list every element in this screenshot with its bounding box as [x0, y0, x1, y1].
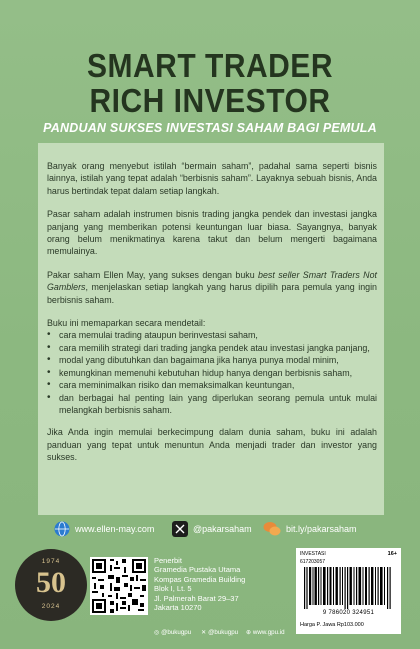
publisher-line: Jl. Palmerah Barat 29–37 — [154, 593, 239, 603]
website-contact[interactable] — [54, 520, 154, 538]
instagram-handle[interactable] — [154, 629, 191, 636]
twitter-contact[interactable] — [172, 520, 252, 538]
list-item: • cara meminimalkan risiko dan memaksimalkan keuntungan, — [47, 379, 377, 391]
publisher-info — [154, 556, 284, 612]
qr-code[interactable] — [90, 557, 148, 615]
list-item: • modal yang dibutuhkan dan bagaimana jika hanya punya modal minim, — [47, 354, 377, 366]
publisher-line: Kompas Gramedia Building — [154, 574, 246, 584]
barcode-bars — [304, 567, 393, 609]
publisher-line: Gramedia Pustaka Utama — [154, 565, 241, 575]
globe-icon — [54, 521, 70, 537]
publisher-website[interactable] — [246, 629, 285, 636]
paragraph-1: Banyak orang menyebut istilah “bermain saham”, padahal sama seperti bisnis lainnya, istilah yang tepat adalah “berbisnis saham”. Layaknya sebuah bisnis, Anda harus bertindak tepat dalam setiap langkah. — [47, 161, 377, 196]
twitter-handle-text: @bukugpu — [208, 629, 239, 636]
paragraph-2: Pasar saham adalah instrumen bisnis trading jangka pendek dan investasi jangka panjang yang memberikan potensi keuntungan luar biasa. Sayangnya, banyak orang belum menikmatinya karena takut dan belum mengerti bagaimana memulainya. — [47, 209, 377, 257]
list-item: • dan berbagai hal penting lain yang diperlukan seorang pemula untuk mulai melangkah berbisnis saham. — [47, 392, 377, 417]
title-line-1: SMART TRADER — [87, 48, 333, 85]
paragraph-3-text: Pakar saham Ellen May, yang sukses dengan buku — [47, 269, 259, 280]
paragraph-3 — [47, 269, 377, 306]
list-item: • kemungkinan memenuhi kebutuhan hidup hanya dengan berbisnis saham, — [47, 367, 377, 379]
price-label: Harga P. Jawa Rp103.000 — [300, 622, 364, 628]
badge-year-start: 1974 — [41, 558, 61, 565]
list-item: • cara memilih strategi dari trading jangka pendek atau investasi jangka panjang, — [47, 342, 377, 354]
paragraph-4: Buku ini memaparkan secara mendetail: — [47, 318, 206, 329]
book-reference: best seller Smart Traders Not Gamblers — [47, 269, 377, 293]
instagram-text: @bukugpu — [161, 629, 192, 636]
x-icon: ✕ — [201, 629, 207, 636]
title-line-2: RICH INVESTOR — [89, 83, 331, 120]
subtitle: PANDUAN SUKSES INVESTASI SAHAM BAGI PEMULA — [43, 121, 377, 135]
product-code: 617203057 — [300, 559, 326, 565]
link-text: bit.ly/pakarsaham — [286, 524, 357, 534]
badge-year-end: 2024 — [41, 603, 61, 610]
publisher-label: Penerbit — [154, 556, 182, 565]
website-text: www.ellen-may.com — [75, 524, 155, 534]
publisher-social — [154, 629, 238, 636]
isbn-number: 9 786020 324951 — [322, 610, 375, 616]
link-contact[interactable] — [263, 520, 357, 538]
anniversary-badge — [15, 549, 87, 621]
publisher-line: Jakarta 10270 — [154, 603, 202, 613]
list-item: • cara memulai trading ataupun berinvestasi saham, — [47, 329, 377, 341]
publisher-website-text: www.gpu.id — [252, 629, 285, 636]
paragraph-5: Jika Anda ingin memulai berkecimpung dalam dunia saham, buku ini adalah panduan yang tepat untuk menuntun Anda menjadi trader dan investor yang sukses. — [47, 427, 377, 463]
globe-icon: ⊕ — [246, 629, 252, 636]
instagram-icon: ◎ — [154, 629, 160, 636]
description-text — [47, 160, 377, 475]
barcode-label — [296, 548, 401, 634]
bullet-list — [47, 329, 377, 416]
x-logo-icon — [172, 521, 188, 537]
barcode-category: INVESTASI — [300, 551, 326, 557]
twitter-text: @pakarsaham — [193, 524, 252, 534]
badge-number: 50 — [36, 566, 66, 599]
paragraph-3-text-end: , menjelaskan setiap langkah yang harus dipilih para pemula yang ingin berbisnis saham. — [47, 282, 377, 305]
age-rating: 16+ — [387, 551, 397, 557]
publisher-line: Blok I, Lt. 5 — [154, 584, 192, 594]
twitter-handle[interactable] — [201, 629, 238, 636]
chat-bubble-icon — [263, 521, 281, 537]
